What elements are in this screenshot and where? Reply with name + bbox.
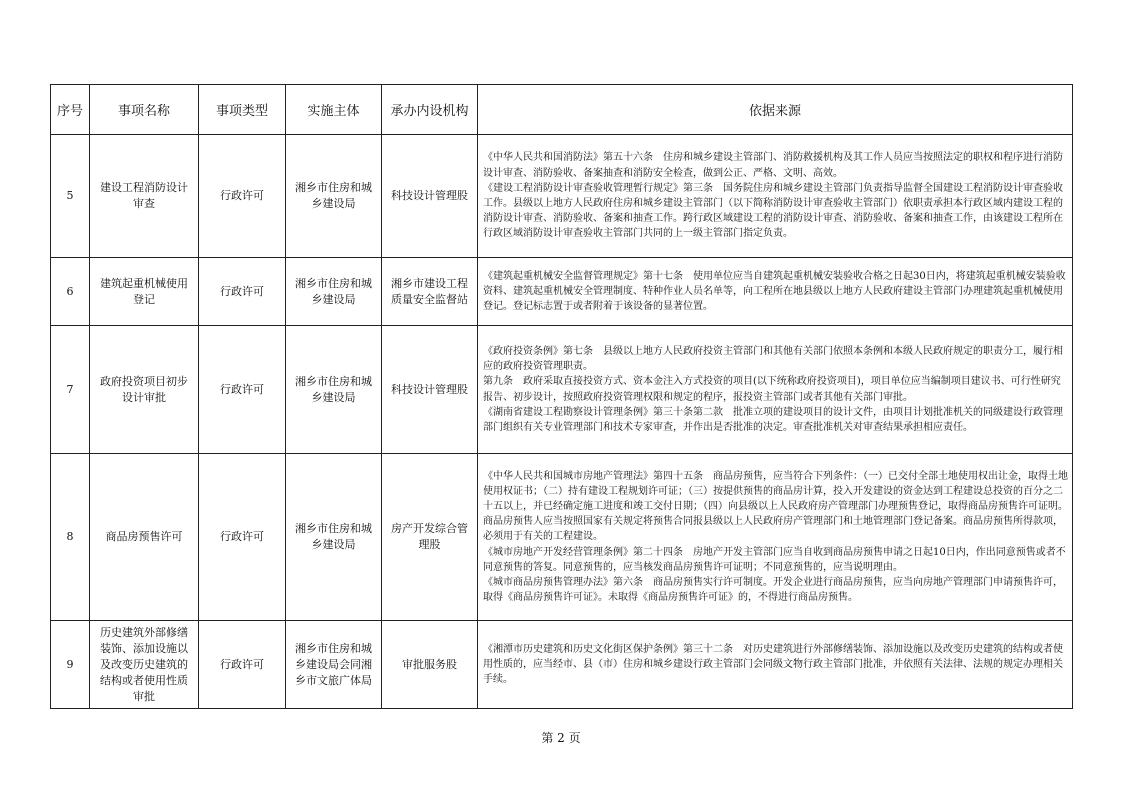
row-office: 科技设计管理股 bbox=[382, 135, 478, 258]
basis-paragraph: 《中华人民共和国消防法》第五十六条 住房和城乡建设主管部门、消防救援机构及其工作人员应当按照法定的职权和程序进行消防设计审查、消防验收、备案抽查和消防安全检查，做到公正、严格、文明、高效。 bbox=[483, 152, 1063, 179]
row-type: 行政许可 bbox=[199, 326, 286, 454]
row-name: 商品房预售许可 bbox=[90, 454, 199, 621]
row-name: 建筑起重机械使用登记 bbox=[90, 258, 199, 326]
row-subject: 湘乡市住房和城乡建设局 bbox=[286, 135, 382, 258]
row-subject: 湘乡市住房和城乡建设局 bbox=[286, 258, 382, 326]
basis-paragraph: 《湘潭市历史建筑和历史文化街区保护条例》第三十二条 对历史建筑进行外部修缮装饰、添加设施以及改变历史建筑的结构或者使用性质的，应当经市、县（市）住房和城乡建设行政主管部门会同级文物行政主管部门批准，并依照有关法律、法规的规定办理相关手续。 bbox=[483, 643, 1063, 686]
header-cell-type: 事项类型 bbox=[199, 85, 286, 135]
basis-paragraph: 《城市商品房预售管理办法》第六条 商品房预售实行许可制度。开发企业进行商品房预售，应当向房地产管理部门申请预售许可，取得《商品房预售许可证》。未取得《商品房预售许可证》的，不得进行商品房预售。 bbox=[483, 577, 1063, 604]
row-name: 政府投资项目初步设计审批 bbox=[90, 326, 199, 454]
row-type: 行政许可 bbox=[199, 621, 286, 709]
basis-paragraph: 《建筑起重机械安全监督管理规定》第十七条 使用单位应当自建筑起重机械安装验收合格之日起30日内，将建筑起重机械安装验收资料、建筑起重机械安全管理制度、特种作业人员名单等，向工程所在地县级以上地方人民政府建设主管部门办理建筑起重机械使用登记。登记标志置于或者附着于该设备的显著位置。 bbox=[483, 270, 1066, 313]
header-cell-subject: 实施主体 bbox=[286, 85, 382, 135]
table-row bbox=[51, 454, 1073, 621]
row-name: 建设工程消防设计审查 bbox=[90, 135, 199, 258]
row-office: 房产开发综合管理股 bbox=[382, 454, 478, 621]
row-no: 6 bbox=[51, 258, 90, 326]
header-row bbox=[51, 85, 1073, 135]
row-office: 审批服务股 bbox=[382, 621, 478, 709]
basis-paragraph: 《城市房地产开发经营管理条例》第二十四条 房地产开发主管部门应当自收到商品房预售申请之日起10日内，作出同意预售或者不同意预售的答复。同意预售的，应当核发商品房预售许可证明；不同意预售的，应当说明理由。 bbox=[483, 546, 1066, 573]
basis-paragraph: 《建设工程消防设计审查验收管理暂行规定》第三条 国务院住房和城乡建设主管部门负责指导监督全国建设工程消防设计审查验收工作。县级以上地方人民政府住房和城乡建设主管部门（以下简称消防设计审查验收主管部门）依职责承担本行政区域内建设工程的消防设计审查、消防验收、备案和抽查工作。跨行政区域建设工程的消防设计审查、消防验收、备案和抽查工作，由该建设工程所在行政区域消防设计审查验收主管部门共同的上一级主管部门指定负责。 bbox=[483, 182, 1063, 240]
row-no: 8 bbox=[51, 454, 90, 621]
items-table bbox=[50, 84, 1073, 709]
row-subject: 湘乡市住房和城乡建设局会同湘乡市文旅广体局 bbox=[286, 621, 382, 709]
header-cell-no: 序号 bbox=[51, 85, 90, 135]
row-basis bbox=[478, 135, 1073, 258]
basis-paragraph: 《湖南省建设工程勘察设计管理条例》第三十条第二款 批准立项的建设项目的设计文件，由项目计划批准机关的同级建设行政管理部门组织有关专业管理部门和技术专家审查，并作出是否批准的决定。审查批准机关对审查结果承担相应责任。 bbox=[483, 406, 1063, 433]
row-type: 行政许可 bbox=[199, 135, 286, 258]
table-row bbox=[51, 258, 1073, 326]
table-row bbox=[51, 326, 1073, 454]
row-office: 湘乡市建设工程质量安全监督站 bbox=[382, 258, 478, 326]
row-basis bbox=[478, 326, 1073, 454]
basis-paragraph: 《中华人民共和国城市房地产管理法》第四十五条 商品房预售，应当符合下列条件：（一）已交付全部土地使用权出让金，取得土地使用权证书；（二）持有建设工程规划许可证；（三）按提供预售的商品房计算，投入开发建设的资金达到工程建设总投资的百分之二十五以上，并已经确定施工进度和竣工交付日期；（四）向县级以上人民政府房产管理部门办理预售登记，取得商品房预售许可证明。商品房预售人应当按照国家有关规定将预售合同报县级以上人民政府房产管理部门和土地管理部门登记备案。商品房预售所得款项，必须用于有关的工程建设。 bbox=[483, 470, 1068, 543]
header-cell-name: 事项名称 bbox=[90, 85, 199, 135]
header-cell-office: 承办内设机构 bbox=[382, 85, 478, 135]
table-row bbox=[51, 621, 1073, 709]
row-type: 行政许可 bbox=[199, 258, 286, 326]
basis-paragraph: 第九条 政府采取直接投资方式、资本金注入方式投资的项目(以下统称政府投资项目)，项目单位应当编制项目建议书、可行性研究报告、初步设计，按照政府投资管理权限和规定的程序，报投资主管部门或者其他有关部门审批。 bbox=[483, 376, 1061, 403]
row-subject: 湘乡市住房和城乡建设局 bbox=[286, 326, 382, 454]
row-no: 9 bbox=[51, 621, 90, 709]
row-name: 历史建筑外部修缮装饰、添加设施以及改变历史建筑的结构或者使用性质审批 bbox=[90, 621, 199, 709]
header-cell-basis: 依据来源 bbox=[478, 85, 1073, 135]
row-basis bbox=[478, 454, 1073, 621]
row-basis bbox=[478, 621, 1073, 709]
basis-paragraph: 《政府投资条例》第七条 县级以上地方人民政府投资主管部门和其他有关部门依照本条例和本级人民政府规定的职责分工，履行相应的政府投资管理职责。 bbox=[483, 345, 1063, 373]
page-number: 第 2 页 bbox=[541, 731, 581, 745]
row-basis bbox=[478, 258, 1073, 326]
row-type: 行政许可 bbox=[199, 454, 286, 621]
table-row bbox=[51, 135, 1073, 258]
row-no: 5 bbox=[51, 135, 90, 258]
row-no: 7 bbox=[51, 326, 90, 454]
row-office: 科技设计管理股 bbox=[382, 326, 478, 454]
row-subject: 湘乡市住房和城乡建设局 bbox=[286, 454, 382, 621]
